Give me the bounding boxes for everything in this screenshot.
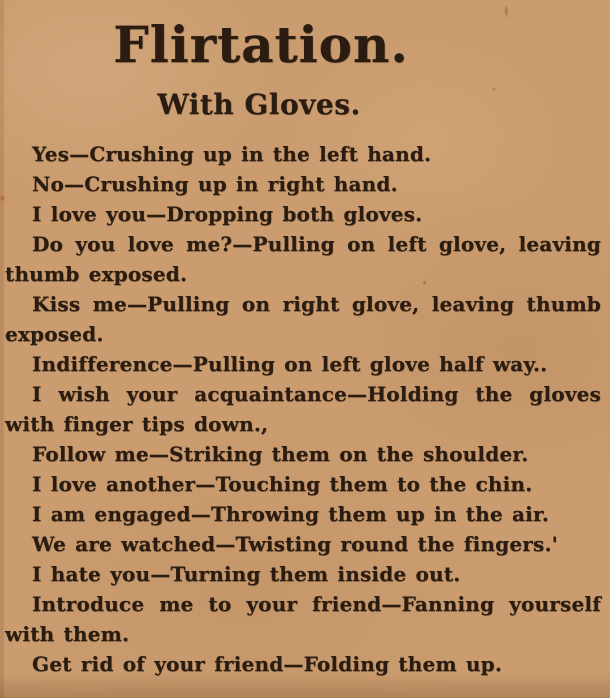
glove-signal-line: I love another—Touching them to the chin. bbox=[32, 472, 533, 496]
glove-signal-line: No—Crushing up in right hand. bbox=[32, 172, 398, 196]
glove-signal-line: I love you—Dropping both gloves. bbox=[32, 202, 423, 226]
glove-signal-line: I wish your acquaintance—Holding the gloves bbox=[32, 382, 601, 406]
glove-signal-line: Get rid of your friend—Folding them up. bbox=[32, 652, 503, 676]
glove-signal-line: I hate you—Turning them inside out. bbox=[32, 562, 461, 586]
glove-signal-line: Follow me—Striking them on the shoulder. bbox=[32, 442, 529, 466]
page-title: Flirtation. bbox=[113, 15, 409, 74]
glove-signal-line: Kiss me—Pulling on right glove, leaving thumb bbox=[32, 292, 601, 316]
glove-signal-line: thumb exposed. bbox=[5, 262, 188, 286]
page-subtitle: With Gloves. bbox=[157, 88, 361, 121]
glove-signal-line: Introduce me to your friend—Fanning yourself bbox=[32, 592, 601, 616]
glove-signal-line: Yes—Crushing up in the left hand. bbox=[32, 142, 432, 166]
glove-signal-line: We are watched—Twisting round the fingers.' bbox=[32, 532, 558, 556]
glove-signal-line: with them. bbox=[5, 622, 130, 646]
glove-signal-line: with finger tips down., bbox=[5, 412, 269, 436]
glove-signal-line: Do you love me?—Pulling on left glove, leaving bbox=[32, 232, 601, 256]
glove-signal-line: Indifference—Pulling on left glove half way.. bbox=[32, 352, 548, 376]
glove-signal-line: exposed. bbox=[5, 322, 104, 346]
glove-signal-line: I am engaged—Throwing them up in the air. bbox=[32, 502, 550, 526]
glove-signal-list bbox=[5, 139, 601, 679]
